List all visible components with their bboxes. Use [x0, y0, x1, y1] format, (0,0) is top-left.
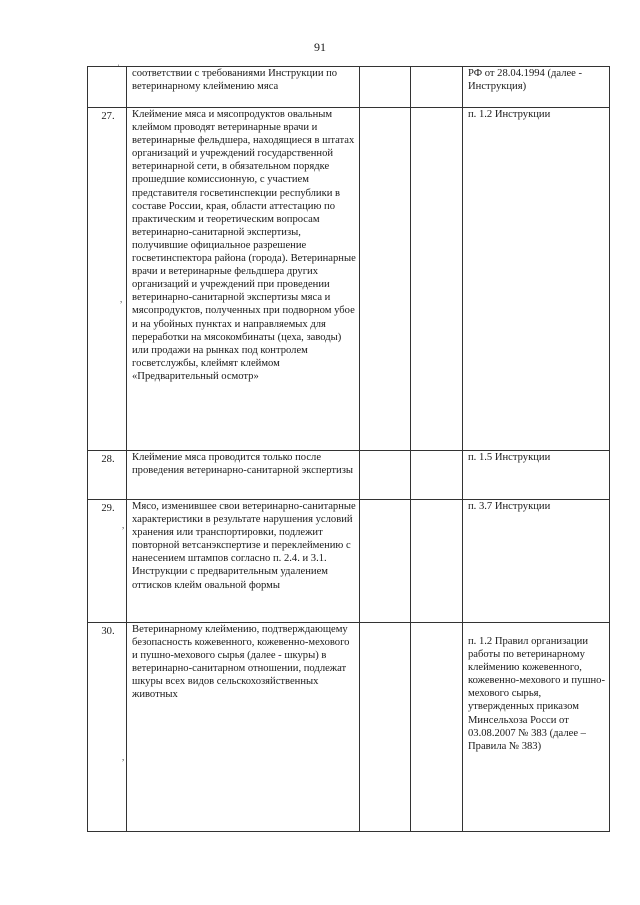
- requirement-cell: соответствии с требованиями Инструкции по ветеринарному клеймению мяса: [127, 67, 360, 108]
- reference-cell: п. 1.2 Инструкции: [463, 108, 610, 451]
- row-number-cell: 28.: [88, 451, 127, 500]
- page-number: 91: [314, 40, 326, 54]
- empty-cell: [411, 500, 463, 623]
- empty-cell: [411, 108, 463, 451]
- table-row: [88, 451, 610, 500]
- empty-cell: [411, 67, 463, 108]
- scan-mark: ,: [122, 752, 125, 762]
- reference-cell: п. 1.2 Правил организации работы по ветеринарному клеймению кожевенного, кожевенно-мехового и пушно-мехового сырья, утвержденных приказом Минсельхоза Росси от 03.08.2007 № 383 (далее – Правила № 383): [463, 623, 610, 832]
- table-row: [88, 500, 610, 623]
- empty-cell: [411, 451, 463, 500]
- row-number-cell: 29.: [88, 500, 127, 623]
- row-number-cell: [88, 67, 127, 108]
- row-number-cell: 27.: [88, 108, 127, 451]
- scan-mark: ,: [122, 520, 125, 530]
- reference-cell: п. 3.7 Инструкции: [463, 500, 610, 623]
- row-number-cell: 30.: [88, 623, 127, 832]
- scan-mark: ,: [120, 294, 123, 304]
- empty-cell: [411, 623, 463, 832]
- requirement-cell: Мясо, изменившее свои ветеринарно-санитарные характеристики в результате нарушения условий хранения или транспортировки, подлежит повторной ветсанэкспертизе и переклеймению с нанесением штампов согласно п. 2.4. и 3.1. Инструкции с предварительным удалением оттисков клейм овальной формы: [127, 500, 360, 623]
- requirement-cell: Ветеринарному клеймению, подтверждающему безопасность кожевенного, кожевенно-мехового и пушно-мехового сырья (далее - шкуры) в ветеринарно-санитарном отношении, подлежат шкуры всех видов сельскохозяйственных животных: [127, 623, 360, 832]
- reference-cell: РФ от 28.04.1994 (далее - Инструкция): [463, 67, 610, 108]
- table-row: [88, 108, 610, 451]
- requirement-cell: Клеймение мяса проводится только после проведения ветеринарно-санитарной экспертизы: [127, 451, 360, 500]
- empty-cell: [360, 623, 411, 832]
- empty-cell: [360, 67, 411, 108]
- empty-cell: [360, 108, 411, 451]
- reference-cell: п. 1.5 Инструкции: [463, 451, 610, 500]
- scan-mark: ˈ: [117, 63, 120, 73]
- table-row: [88, 623, 610, 832]
- requirements-table: [87, 66, 610, 832]
- requirement-cell: Клеймение мяса и мясопродуктов овальным клеймом проводят ветеринарные врачи и ветеринарные фельдшера, находящиеся в штатах организаций и учреждений государственной ветеринарной сети, в обязательном порядке прошедшие комиссионную, с участием представителя госветинспекции республики в составе России, края, области аттестацию по практическим и теоретическим вопросам ветеринарно-санитарной экспертизы, получившие официальное разрешение госветинспектора района (города). Ветеринарные врачи и ветеринарные фельдшера других организаций и учреждений при проведении ветеринарно-санитарной экспертизы мяса и мясопродуктов, полученных при подворном убое и на убойных пунктах и направляемых для переработки на мясокомбинаты (цеха, заводы) или продажи на рынках под контролем госветслужбы, клеймят клеймом «Предварительный осмотр»: [127, 108, 360, 451]
- empty-cell: [360, 500, 411, 623]
- empty-cell: [360, 451, 411, 500]
- table-row: [88, 67, 610, 108]
